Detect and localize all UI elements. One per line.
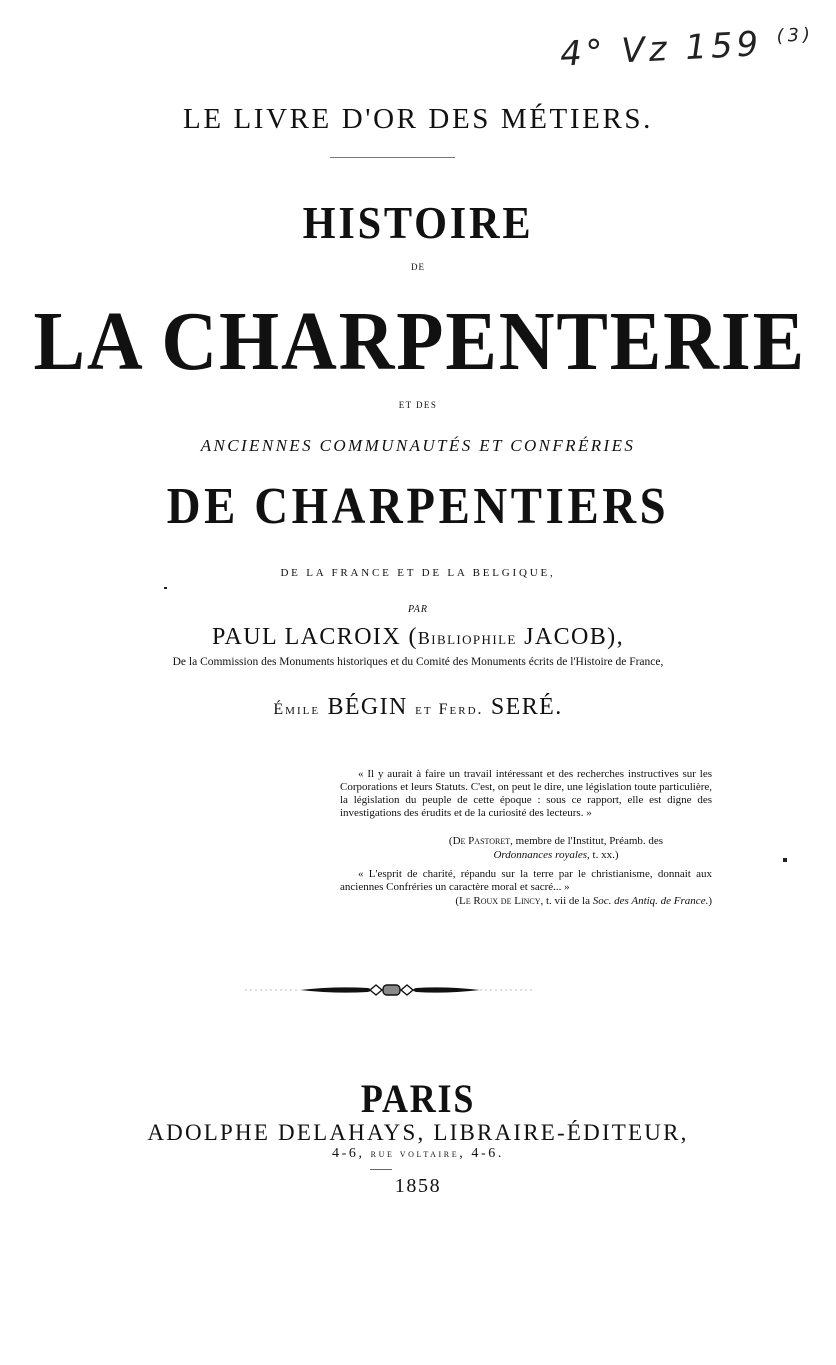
title-de-charpentiers: DE CHARPENTIERS <box>166 478 670 535</box>
title-et-des: ET DES <box>398 400 438 410</box>
epigraph-1: « Il y aurait à faire un travail intéressant et des recherches instructives sur les Corporations et leurs Statuts. C'est, on peut le dire, une législation toute particulière, la législation du peuple de cette époque : sous ce rapport, elle est digne des investigations des érudits et de la curiosité des lecteurs. » <box>340 768 712 819</box>
source-detail: , membre de l'Institut, Préamb. des <box>510 835 664 847</box>
title-main: LA CHARPENTERIE <box>33 295 807 388</box>
author-name: PAUL LACROIX ( <box>212 624 418 650</box>
coauthor1-last: BÉGIN <box>320 694 416 720</box>
paper-speck <box>164 587 167 589</box>
author-pseudonym: Bibliophile <box>417 628 517 648</box>
imprint-year: 1858 <box>394 1175 442 1197</box>
source-volume: , t. xx.) <box>587 849 619 861</box>
epigraph-2-source: (Le Roux de Lincy, t. vii de la Soc. des Antiq. de France.) <box>455 895 712 907</box>
title-histoire: HISTOIRE <box>302 197 534 248</box>
byline-par: PAR <box>407 604 429 615</box>
conjunction: et <box>415 701 433 718</box>
title-de: DE <box>411 262 425 272</box>
title-anciennes: ANCIENNES COMMUNAUTÉS ET CONFRÉRIES <box>200 436 636 455</box>
epigraph-2: « L'esprit de charité, répandu sur la terre par le christianisme, donnait aux anciennes Confréries un caractère moral et sacré... » <box>340 868 712 893</box>
source-work: Soc. des Antiq. de France. <box>592 895 709 907</box>
shelfmark-suffix: (3) <box>776 24 815 47</box>
coauthor2-first: Ferd. <box>432 701 484 718</box>
source-work: Ordonnances royales <box>493 849 588 861</box>
address-street: rue voltaire <box>370 1148 460 1160</box>
coauthors-line <box>0 694 836 721</box>
source-detail: , t. vii de la <box>540 895 593 907</box>
shelfmark-text: 4° Vz 159 <box>559 24 764 75</box>
ornament-divider-icon <box>240 982 540 998</box>
epigraph-1-source: (De Pastoret, membre de l'Institut, Préamb. des Ordonnances royales, t. xx.) <box>448 835 664 861</box>
divider-rule <box>330 157 455 158</box>
imprint-publisher: ADOLPHE DELAHAYS, LIBRAIRE-ÉDITEUR, <box>147 1120 689 1145</box>
address-number: 4-6, <box>331 1146 371 1161</box>
source-author: De Pastoret <box>452 835 511 847</box>
source-close: ) <box>708 895 712 907</box>
coauthor2-last: SERÉ. <box>483 694 563 720</box>
imprint-rule <box>370 1169 392 1170</box>
imprint-city: PARIS <box>360 1076 476 1121</box>
handwritten-shelfmark <box>559 21 815 74</box>
coauthor1-first: Émile <box>273 701 321 718</box>
series-title: LE LIVRE D'OR DES MÉTIERS. <box>183 103 653 135</box>
author-affiliation: De la Commission des Monuments historiques et du Comité des Monuments écrits de l'Histoire de France, <box>172 656 664 668</box>
source-author: Le Roux de Lincy <box>459 895 541 907</box>
title-france-belgique: DE LA FRANCE ET DE LA BELGIQUE, <box>280 567 556 579</box>
paper-speck <box>783 858 787 862</box>
author-pseudonym-end: JACOB), <box>516 624 624 650</box>
author-line <box>0 624 836 651</box>
address-number-end: , 4-6. <box>459 1146 504 1161</box>
imprint-address <box>0 1146 836 1162</box>
